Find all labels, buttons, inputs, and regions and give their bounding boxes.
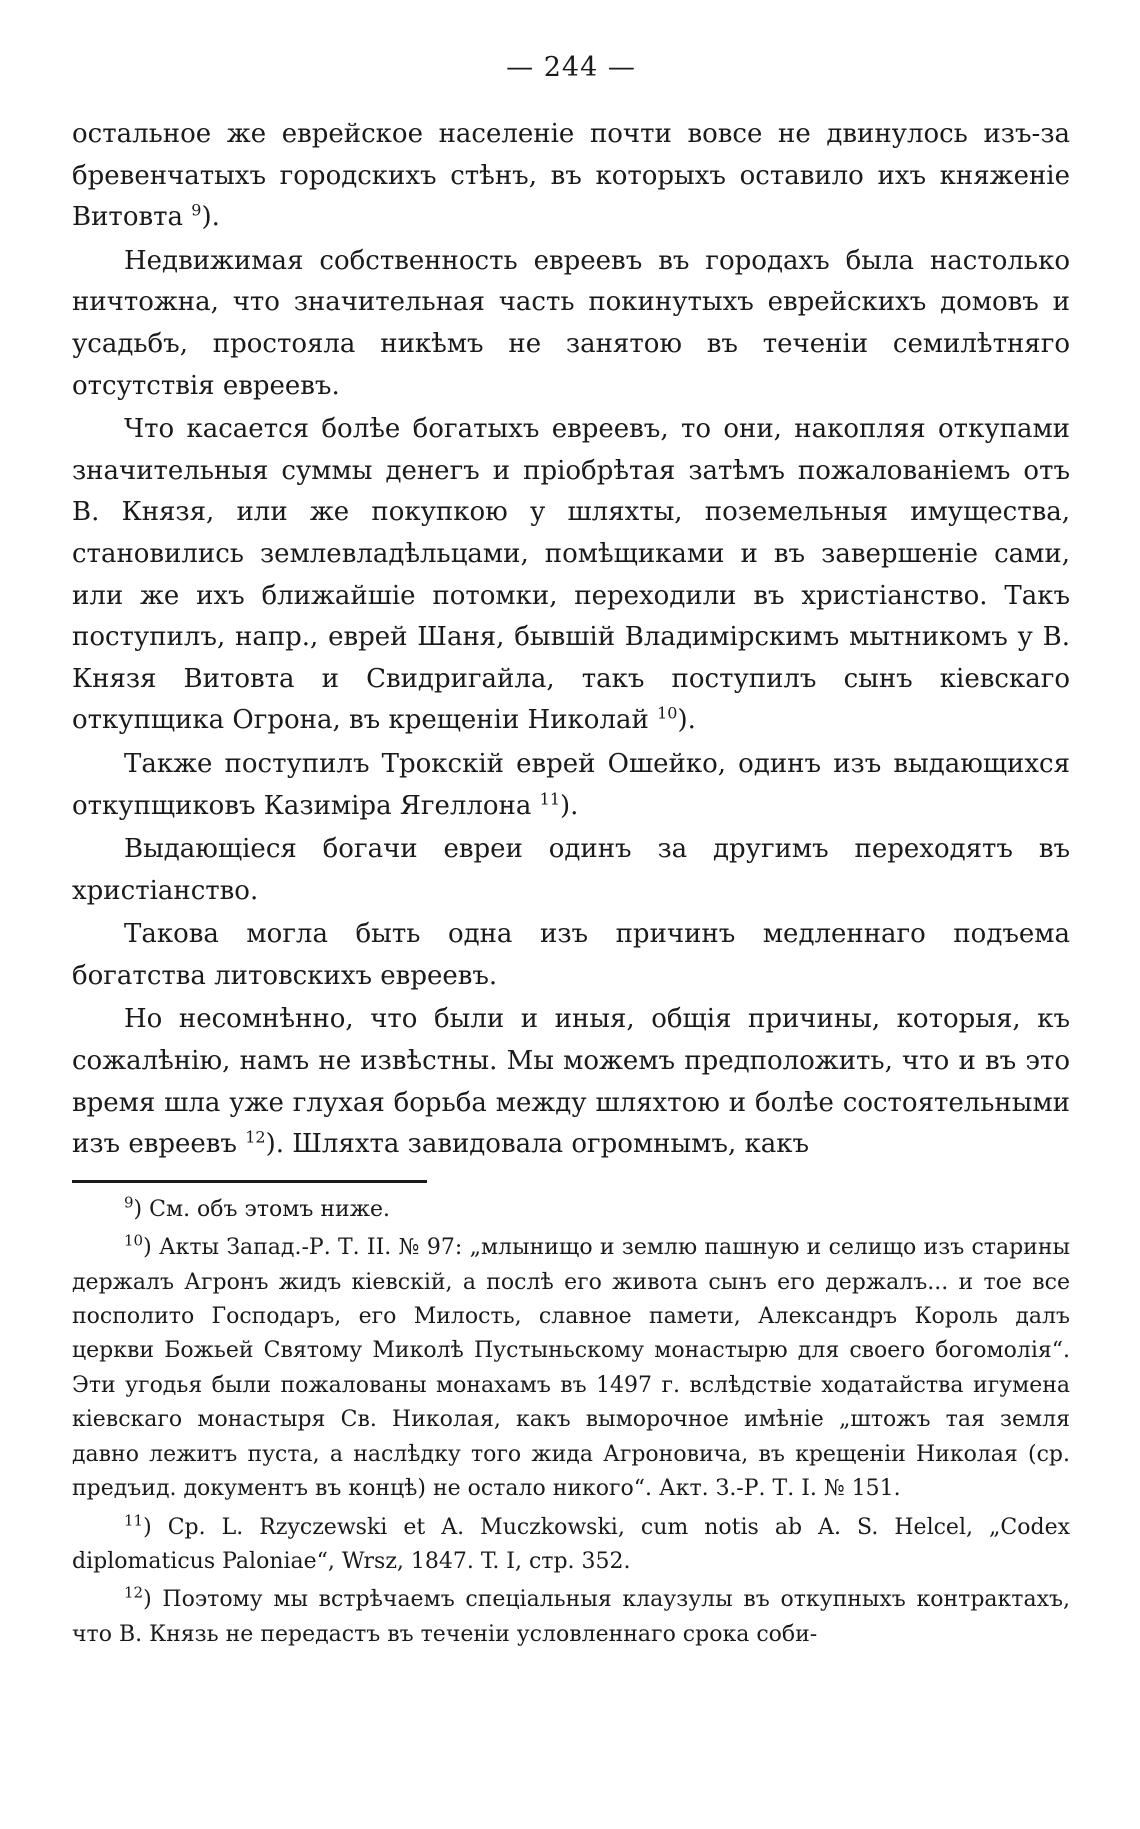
footnote-ref-10: 10 [657, 703, 678, 723]
footnote-12-mark: 12 [124, 1583, 144, 1602]
paragraph-1 [72, 114, 1070, 239]
footnotes [72, 1193, 1070, 1652]
paragraph-5 [72, 829, 1070, 912]
footnote-ref-9: 9 [191, 200, 202, 220]
paragraph-1-text: остальное же еврейское населеніе почти вовсе не двинулось изъ-за бревенчатыхъ городскихъ стѣнъ, въ которыхъ оставило ихъ княженіе Витовта [72, 119, 1070, 233]
paragraph-2 [72, 241, 1070, 407]
paragraph-5-text: Выдающіеся богачи евреи одинъ за другимъ переходятъ въ христіанство. [72, 834, 1070, 906]
footnote-11-mark: 11 [124, 1511, 144, 1530]
page-number: — 244 — [506, 52, 636, 83]
footnote-ref-11: 11 [539, 788, 560, 808]
footnote-10-text: ) Акты Запад.-Р. Т. II. № 97: „млынищо и землю пашную и селищо изъ старины держалъ Агронъ жидъ кіевскій, а послѣ его живота сынъ его держалъ... и тое все посполито Господаръ, его Милость, славное памети, Александръ Король далъ церкви Божьей Святому Миколѣ Пустыньскому монастырю для своего богомолія“. Эти угодья были пожалованы монахамъ въ 1497 г. вслѣдствіе ходатайства игумена кіевскаго монастыря Св. Николая, какъ выморочное имѣніе „штожъ тая земля давно лежитъ пуста, а наслѣдку того жида Агроновича, въ крещеніи Николая (ср. предъид. документъ въ концѣ) не остало никого“. Акт. З.-Р. Т. I. № 151. [72, 1235, 1070, 1502]
footnote-11-text: ) Ср. L. Rzyczewski et A. Muczkowski, cum notis ab A. S. Helcel, „Codex diplomaticus Paloniae“, Wrsz, 1847. T. I, стр. 352. [72, 1514, 1070, 1574]
footnote-10-mark: 10 [124, 1231, 144, 1250]
paragraph-4-tail: ). [560, 790, 579, 821]
footnote-12-text: ) Поэтому мы встрѣчаемъ спеціальныя клаузулы въ откупныхъ контрактахъ, что В. Князь не передастъ въ теченіи условленнаго срока соби- [72, 1587, 1070, 1647]
footnote-9 [72, 1193, 1070, 1227]
paragraph-7-text: Но несомнѣнно, что были и иныя, общія причины, которыя, къ сожалѣнію, намъ не извѣстны. Мы можемъ предположить, что и въ это время шла уже глухая борьба между шляхтою и болѣе состоятельными изъ евреевъ [72, 1004, 1070, 1160]
paragraph-3-text: Что касается болѣе богатыхъ евреевъ, то они, накопляя откупами значительныя суммы денегъ и пріобрѣтая затѣмъ пожалованіемъ отъ В. Князя, или же покупкою у шляхты, поземельныя имущества, становились землевладѣльцами, помѣщиками и въ завершеніе сами, или же ихъ ближайшіе потомки, переходили въ христіанство. Такъ поступилъ, напр., еврей Шаня, бывшій Владимірскимъ мытникомъ у В. Князя Витовта и Свидригайла, такъ поступилъ сынъ кіевскаго откупщика Огрона, въ крещеніи Николай [72, 414, 1070, 736]
paragraph-7 [72, 999, 1070, 1165]
paragraph-2-text: Недвижимая собственность евреевъ въ городахъ была настолько ничтожна, что значительная часть покинутыхъ еврейскихъ домовъ и усадьбъ, простояла никѣмъ не занятою въ теченіи семилѣтняго отсутствія евреевъ. [72, 245, 1070, 401]
paragraph-1-tail: ). [201, 202, 220, 233]
footnote-9-mark: 9 [124, 1193, 134, 1212]
footnote-divider [72, 1180, 427, 1183]
footnote-12 [72, 1583, 1070, 1652]
footnote-9-text: ) См. объ этомъ ниже. [133, 1196, 390, 1222]
paragraph-3 [72, 409, 1070, 742]
paragraph-4-text: Также поступилъ Трокскій еврей Ошейко, одинъ изъ выдающихся откупщиковъ Казиміра Ягеллона [72, 748, 1070, 821]
main-text [72, 114, 1070, 1166]
paragraph-4 [72, 744, 1070, 827]
paragraph-7-tail: ). Шляхта завидовала огромнымъ, какъ [265, 1129, 810, 1160]
footnote-11 [72, 1511, 1070, 1580]
document-page [72, 48, 1070, 1808]
footnote-ref-12: 12 [245, 1127, 266, 1147]
paragraph-6 [72, 914, 1070, 997]
footnote-10 [72, 1231, 1070, 1506]
paragraph-3-tail: ). [677, 705, 696, 736]
paragraph-6-text: Такова могла быть одна изъ причинъ медленнаго подъема богатства литовскихъ евреевъ. [72, 919, 1070, 991]
